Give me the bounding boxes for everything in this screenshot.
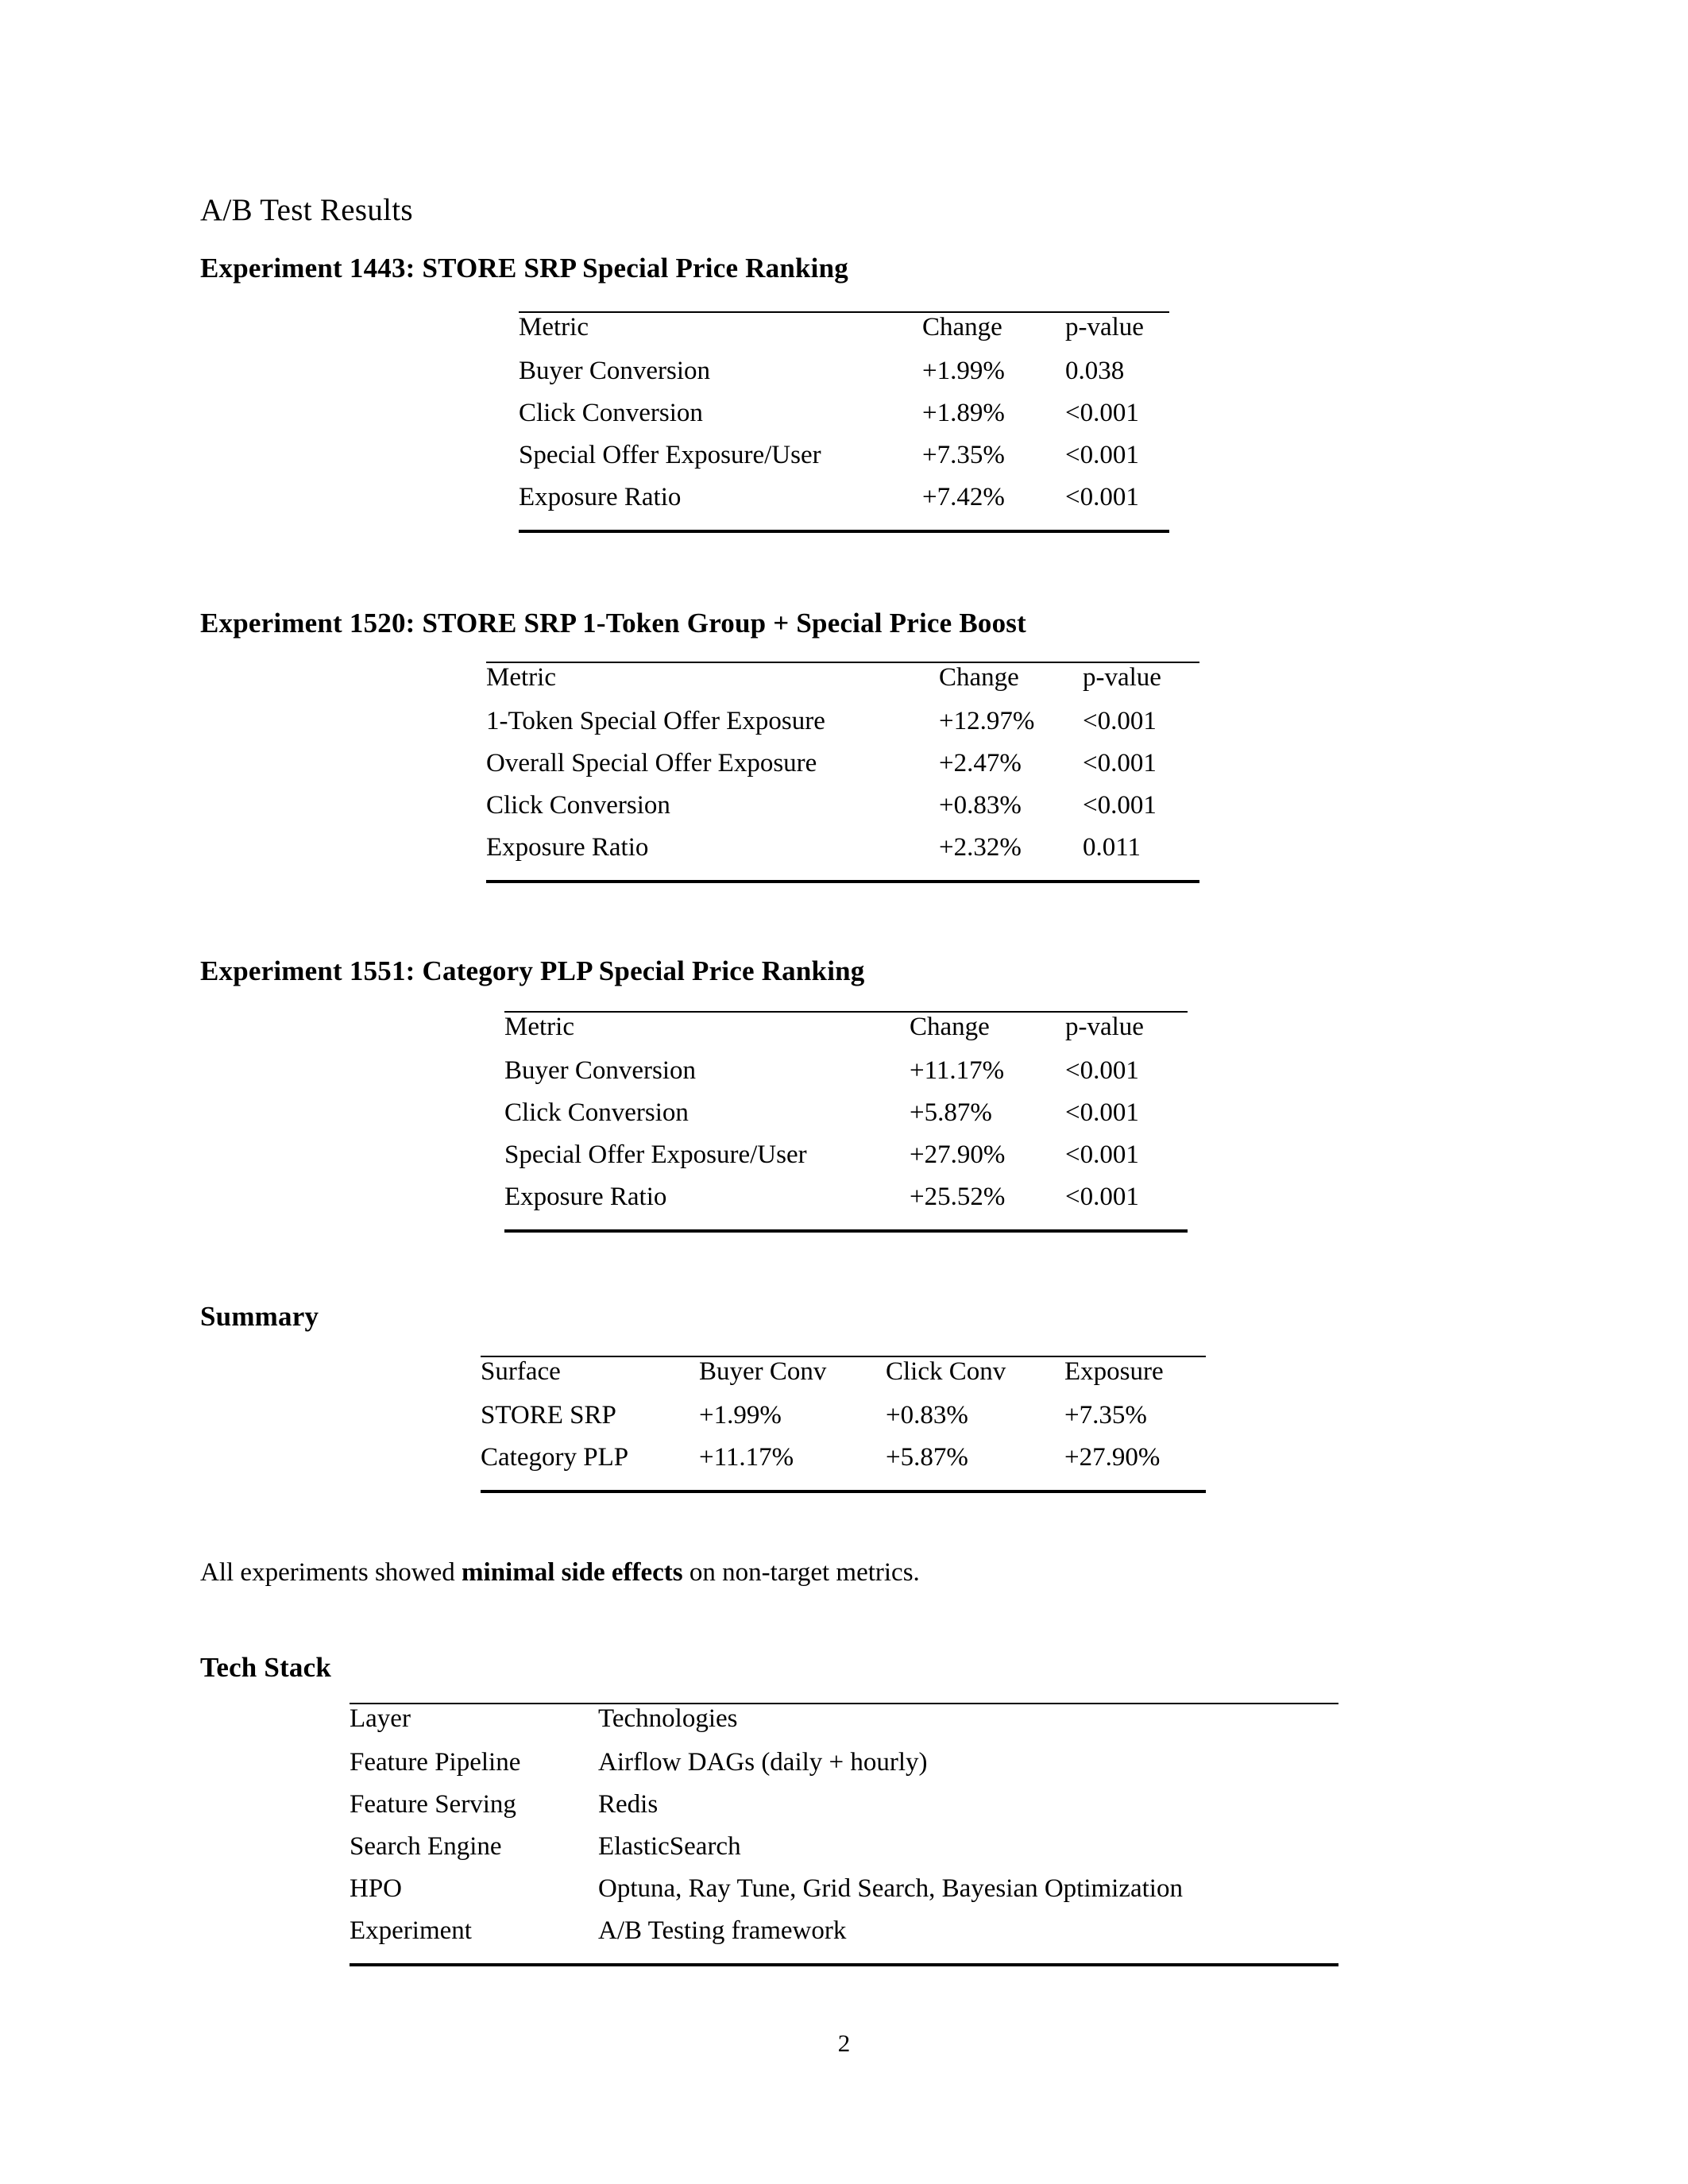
column-header-change: Change bbox=[922, 313, 1002, 341]
column-header-layer: Layer bbox=[350, 1704, 411, 1733]
note-text-after: on non-target metrics. bbox=[682, 1558, 920, 1587]
table-row bbox=[350, 1910, 1338, 1965]
cell-technologies: ElasticSearch bbox=[598, 1832, 741, 1861]
note-emphasis: minimal side effects bbox=[462, 1558, 683, 1587]
table-header-row bbox=[486, 662, 1199, 693]
table-row bbox=[350, 1734, 1338, 1784]
column-header-p-value: p-value bbox=[1065, 1013, 1144, 1041]
cell-metric: Overall Special Offer Exposure bbox=[486, 749, 817, 778]
cell-change: +11.17% bbox=[910, 1056, 1005, 1085]
table-row bbox=[486, 693, 1199, 743]
column-header-metric: Metric bbox=[504, 1013, 574, 1041]
table-row bbox=[350, 1784, 1338, 1826]
table-header-row bbox=[504, 1012, 1188, 1042]
cell-p-value: <0.001 bbox=[1065, 1140, 1139, 1169]
table-row bbox=[486, 827, 1199, 882]
cell-p-value: <0.001 bbox=[1065, 1183, 1139, 1211]
experiment-1551-table bbox=[504, 1011, 1188, 1233]
table-row bbox=[481, 1387, 1206, 1437]
table-row bbox=[519, 477, 1169, 531]
cell-p-value: <0.001 bbox=[1065, 483, 1139, 511]
table-row bbox=[519, 434, 1169, 477]
cell-click-conv: +5.87% bbox=[886, 1443, 968, 1472]
table-row bbox=[504, 1092, 1188, 1134]
cell-change: +1.99% bbox=[922, 357, 1005, 385]
table-header-row bbox=[350, 1704, 1338, 1734]
page-number: 2 bbox=[837, 2029, 851, 2057]
cell-layer: Search Engine bbox=[350, 1832, 502, 1861]
cell-metric: Click Conversion bbox=[486, 791, 670, 820]
cell-p-value: <0.001 bbox=[1083, 749, 1157, 778]
table-row bbox=[350, 1826, 1338, 1868]
summary-heading: Summary bbox=[200, 1301, 319, 1332]
cell-technologies: A/B Testing framework bbox=[598, 1916, 847, 1945]
cell-metric: Click Conversion bbox=[519, 399, 703, 427]
cell-metric: Special Offer Exposure/User bbox=[519, 441, 821, 469]
column-header-click-conv: Click Conv bbox=[886, 1357, 1006, 1386]
table-row bbox=[481, 1437, 1206, 1491]
cell-exposure: +27.90% bbox=[1064, 1443, 1161, 1472]
cell-surface: Category PLP bbox=[481, 1443, 629, 1472]
table-row bbox=[504, 1134, 1188, 1176]
cell-layer: Feature Serving bbox=[350, 1790, 516, 1819]
cell-p-value: <0.001 bbox=[1065, 1098, 1139, 1127]
side-effects-note bbox=[200, 1558, 920, 1588]
cell-metric: Exposure Ratio bbox=[504, 1183, 667, 1211]
table-row bbox=[486, 743, 1199, 785]
cell-layer: HPO bbox=[350, 1874, 403, 1903]
cell-p-value: <0.001 bbox=[1083, 707, 1157, 735]
page-title: A/B Test Results bbox=[200, 193, 413, 227]
column-header-metric: Metric bbox=[486, 663, 556, 692]
summary-table bbox=[481, 1356, 1206, 1493]
cell-technologies: Airflow DAGs (daily + hourly) bbox=[598, 1748, 928, 1777]
cell-change: +12.97% bbox=[939, 707, 1035, 735]
tech-stack-table bbox=[350, 1703, 1338, 1966]
cell-change: +2.47% bbox=[939, 749, 1022, 778]
tech-stack-heading: Tech Stack bbox=[200, 1652, 332, 1683]
table-row bbox=[504, 1042, 1188, 1092]
cell-technologies: Optuna, Ray Tune, Grid Search, Bayesian Optimization bbox=[598, 1874, 1183, 1903]
cell-change: +7.35% bbox=[922, 441, 1005, 469]
experiment-1551-heading: Experiment 1551: Category PLP Special Price Ranking bbox=[200, 955, 865, 986]
table-row bbox=[504, 1176, 1188, 1231]
experiment-1443-heading: Experiment 1443: STORE SRP Special Price Ranking bbox=[200, 253, 848, 284]
experiment-1443-table bbox=[519, 311, 1169, 533]
cell-change: +2.32% bbox=[939, 833, 1022, 862]
cell-change: +1.89% bbox=[922, 399, 1005, 427]
column-header-technologies: Technologies bbox=[598, 1704, 738, 1733]
column-header-surface: Surface bbox=[481, 1357, 561, 1386]
cell-p-value: <0.001 bbox=[1065, 399, 1139, 427]
cell-metric: Buyer Conversion bbox=[519, 357, 711, 385]
column-header-p-value: p-value bbox=[1083, 663, 1161, 692]
cell-buyer-conv: +11.17% bbox=[699, 1443, 794, 1472]
cell-p-value: <0.001 bbox=[1065, 1056, 1139, 1085]
column-header-exposure: Exposure bbox=[1064, 1357, 1164, 1386]
cell-technologies: Redis bbox=[598, 1790, 659, 1819]
column-header-p-value: p-value bbox=[1065, 313, 1144, 341]
column-header-change: Change bbox=[910, 1013, 990, 1041]
cell-change: +0.83% bbox=[939, 791, 1022, 820]
cell-change: +25.52% bbox=[910, 1183, 1006, 1211]
experiment-1520-heading: Experiment 1520: STORE SRP 1-Token Group + Special Price Boost bbox=[200, 608, 1026, 639]
cell-p-value: 0.038 bbox=[1065, 357, 1125, 385]
table-row bbox=[519, 342, 1169, 392]
cell-change: +7.42% bbox=[922, 483, 1005, 511]
table-header-row bbox=[481, 1356, 1206, 1387]
cell-p-value: 0.011 bbox=[1083, 833, 1141, 862]
cell-metric: Special Offer Exposure/User bbox=[504, 1140, 807, 1169]
cell-p-value: <0.001 bbox=[1065, 441, 1139, 469]
cell-metric: Click Conversion bbox=[504, 1098, 689, 1127]
cell-metric: Exposure Ratio bbox=[519, 483, 682, 511]
cell-change: +5.87% bbox=[910, 1098, 992, 1127]
cell-exposure: +7.35% bbox=[1064, 1401, 1147, 1430]
cell-metric: 1-Token Special Offer Exposure bbox=[486, 707, 825, 735]
cell-metric: Buyer Conversion bbox=[504, 1056, 697, 1085]
column-header-metric: Metric bbox=[519, 313, 589, 341]
cell-surface: STORE SRP bbox=[481, 1401, 616, 1430]
table-row bbox=[350, 1868, 1338, 1910]
cell-click-conv: +0.83% bbox=[886, 1401, 968, 1430]
cell-layer: Experiment bbox=[350, 1916, 472, 1945]
cell-buyer-conv: +1.99% bbox=[699, 1401, 782, 1430]
table-header-row bbox=[519, 312, 1169, 342]
cell-change: +27.90% bbox=[910, 1140, 1006, 1169]
cell-p-value: <0.001 bbox=[1083, 791, 1157, 820]
cell-metric: Exposure Ratio bbox=[486, 833, 649, 862]
table-row bbox=[519, 392, 1169, 434]
table-row bbox=[486, 785, 1199, 827]
column-header-change: Change bbox=[939, 663, 1019, 692]
column-header-buyer-conv: Buyer Conv bbox=[699, 1357, 827, 1386]
cell-layer: Feature Pipeline bbox=[350, 1748, 521, 1777]
experiment-1520-table bbox=[486, 662, 1199, 883]
note-text-before: All experiments showed bbox=[200, 1558, 462, 1587]
